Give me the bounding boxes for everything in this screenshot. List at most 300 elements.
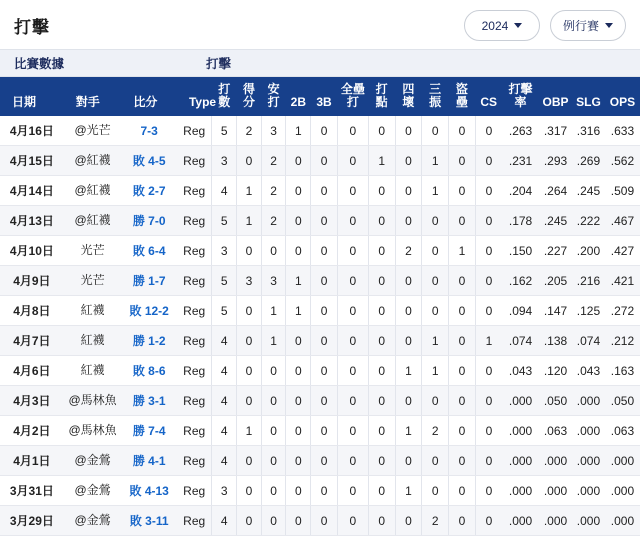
cell-ab: 5 [212,206,237,236]
cell-so: 1 [422,176,449,206]
cell-h: 0 [261,236,286,266]
cell-r: 0 [237,386,262,416]
cell-hr: 0 [337,506,368,536]
cell-rbi: 0 [368,506,395,536]
cell-cs: 0 [475,446,502,476]
col-score[interactable]: 比分 [121,77,177,116]
section-subheader [0,49,640,77]
cell-slg: .000 [572,476,605,506]
score-link[interactable]: 勝 7-0 [132,214,166,229]
cell-r: 0 [237,296,262,326]
cell-rbi: 0 [368,476,395,506]
table-header-row [0,77,640,116]
cell-2b: 0 [286,416,311,446]
cell-so: 0 [422,116,449,146]
cell-so: 0 [422,386,449,416]
cell-date: 3月31日 [0,476,64,506]
cell-3b: 0 [311,326,338,356]
cell-avg: .150 [502,236,539,266]
score-link[interactable]: 敗 4-13 [129,484,169,499]
cell-r: 0 [237,446,262,476]
cell-opponent[interactable]: 紅襪 [64,326,122,356]
cell-cs: 0 [475,416,502,446]
cell-slg: .222 [572,206,605,236]
cell-score[interactable] [121,116,177,146]
col-strikeouts[interactable]: 三振 [422,77,449,116]
cell-bb: 0 [395,206,422,236]
cell-score[interactable] [121,356,177,386]
cell-avg: .178 [502,206,539,236]
col-batting-average[interactable]: 打擊率 [502,77,539,116]
page-title: 打擊 [14,18,50,37]
cell-2b: 0 [286,386,311,416]
cell-hr: 0 [337,176,368,206]
cell-score[interactable] [121,176,177,206]
cell-h: 0 [261,386,286,416]
cell-opponent[interactable]: 紅襪 [64,296,122,326]
cell-avg: .094 [502,296,539,326]
cell-rbi: 0 [368,206,395,236]
cell-bb: 0 [395,176,422,206]
cell-slg: .269 [572,146,605,176]
table-row[interactable] [0,476,640,506]
cell-date: 4月3日 [0,386,64,416]
cell-2b: 0 [286,176,311,206]
cell-date: 4月10日 [0,236,64,266]
cell-sb: 0 [449,206,476,236]
cell-r: 1 [237,206,262,236]
cell-cs: 0 [475,236,502,266]
cell-opponent[interactable]: @光芒 [64,116,122,146]
cell-score[interactable] [121,326,177,356]
col-hits[interactable]: 安打 [261,77,286,116]
cell-opponent[interactable]: 光芒 [64,236,122,266]
cell-date: 4月2日 [0,416,64,446]
cell-bb: 0 [395,326,422,356]
cell-avg: .043 [502,356,539,386]
table-row[interactable] [0,176,640,206]
cell-type: Reg [177,266,212,296]
cell-cs: 0 [475,386,502,416]
cell-rbi: 0 [368,326,395,356]
table-row[interactable] [0,206,640,236]
cell-sb: 0 [449,476,476,506]
cell-r: 2 [237,116,262,146]
cell-cs: 0 [475,506,502,536]
cell-cs: 0 [475,356,502,386]
cell-sb: 0 [449,416,476,446]
cell-ops: .000 [605,506,640,536]
col-rbi[interactable]: 打點 [368,77,395,116]
cell-score[interactable] [121,146,177,176]
cell-opponent[interactable]: @紅襪 [64,146,122,176]
cell-cs: 0 [475,116,502,146]
cell-3b: 0 [311,236,338,266]
cell-avg: .000 [502,416,539,446]
cell-ops: .163 [605,356,640,386]
cell-ab: 4 [212,506,237,536]
cell-so: 0 [422,446,449,476]
cell-date: 3月29日 [0,506,64,536]
cell-rbi: 0 [368,236,395,266]
cell-3b: 0 [311,356,338,386]
cell-ops: .562 [605,146,640,176]
score-link[interactable]: 敗 2-7 [132,184,166,199]
cell-sb: 0 [449,386,476,416]
cell-bb: 1 [395,356,422,386]
cell-ab: 4 [212,386,237,416]
score-link[interactable]: 勝 7-4 [132,424,166,439]
col-type[interactable]: Type [177,77,212,116]
col-obp[interactable]: OBP [539,77,572,116]
cell-date: 4月13日 [0,206,64,236]
cell-hr: 0 [337,326,368,356]
cell-3b: 0 [311,116,338,146]
cell-score[interactable] [121,416,177,446]
col-home-runs[interactable]: 全壘打 [337,77,368,116]
season-select-value: 2024 [481,18,509,33]
cell-slg: .000 [572,506,605,536]
cell-r: 1 [237,176,262,206]
cell-rbi: 0 [368,296,395,326]
cell-ab: 4 [212,326,237,356]
cell-score[interactable] [121,296,177,326]
cell-ab: 3 [212,476,237,506]
cell-bb: 0 [395,386,422,416]
cell-date: 4月15日 [0,146,64,176]
cell-cs: 0 [475,206,502,236]
cell-avg: .000 [502,386,539,416]
cell-hr: 0 [337,416,368,446]
col-stolen-bases[interactable]: 盜壘 [449,77,476,116]
cell-2b: 0 [286,146,311,176]
cell-h: 0 [261,446,286,476]
cell-avg: .204 [502,176,539,206]
table-row[interactable] [0,236,640,266]
subheader-right-label: 打擊 [206,57,232,71]
col-date[interactable]: 日期 [0,77,64,116]
cell-so: 0 [422,476,449,506]
cell-bb: 0 [395,116,422,146]
cell-bb: 0 [395,266,422,296]
cell-sb: 0 [449,326,476,356]
cell-so: 0 [422,296,449,326]
table-row[interactable] [0,296,640,326]
cell-slg: .000 [572,446,605,476]
cell-3b: 0 [311,146,338,176]
cell-opponent[interactable]: @金鶯 [64,446,122,476]
cell-2b: 0 [286,236,311,266]
cell-score[interactable] [121,446,177,476]
cell-hr: 0 [337,446,368,476]
table-header [0,77,640,116]
cell-3b: 0 [311,416,338,446]
cell-r: 0 [237,326,262,356]
cell-obp: .205 [539,266,572,296]
cell-3b: 0 [311,476,338,506]
score-link[interactable]: 勝 1-2 [132,334,166,349]
cell-type: Reg [177,176,212,206]
cell-rbi: 0 [368,446,395,476]
cell-score[interactable] [121,386,177,416]
cell-date: 4月1日 [0,446,64,476]
cell-score[interactable] [121,236,177,266]
col-triples[interactable]: 3B [311,77,338,116]
cell-so: 0 [422,206,449,236]
cell-ab: 4 [212,446,237,476]
cell-h: 2 [261,146,286,176]
cell-2b: 0 [286,476,311,506]
table-row[interactable] [0,506,640,536]
cell-3b: 0 [311,176,338,206]
cell-sb: 0 [449,296,476,326]
cell-ops: .509 [605,176,640,206]
table-row[interactable] [0,326,640,356]
cell-cs: 0 [475,266,502,296]
cell-r: 0 [237,356,262,386]
cell-2b: 0 [286,446,311,476]
cell-sb: 0 [449,176,476,206]
cell-hr: 0 [337,266,368,296]
cell-slg: .200 [572,236,605,266]
cell-rbi: 1 [368,146,395,176]
cell-h: 1 [261,326,286,356]
table-row[interactable] [0,356,640,386]
cell-r: 1 [237,416,262,446]
cell-ab: 5 [212,296,237,326]
cell-h: 3 [261,266,286,296]
cell-hr: 0 [337,146,368,176]
cell-obp: .245 [539,206,572,236]
cell-3b: 0 [311,266,338,296]
col-runs[interactable]: 得分 [237,77,262,116]
cell-opponent[interactable]: @紅襪 [64,206,122,236]
cell-obp: .000 [539,476,572,506]
cell-2b: 1 [286,116,311,146]
cell-cs: 0 [475,476,502,506]
cell-type: Reg [177,446,212,476]
cell-h: 3 [261,116,286,146]
cell-so: 1 [422,326,449,356]
cell-cs: 1 [475,326,502,356]
cell-date: 4月7日 [0,326,64,356]
col-opponent[interactable]: 對手 [64,77,122,116]
cell-cs: 0 [475,146,502,176]
cell-obp: .000 [539,446,572,476]
cell-ab: 5 [212,266,237,296]
score-link[interactable]: 敗 6-4 [132,244,166,259]
table-row[interactable] [0,146,640,176]
cell-2b: 1 [286,296,311,326]
cell-hr: 0 [337,296,368,326]
cell-opponent[interactable]: @金鶯 [64,506,122,536]
cell-slg: .000 [572,416,605,446]
cell-rbi: 0 [368,266,395,296]
table-row[interactable] [0,416,640,446]
cell-so: 2 [422,506,449,536]
cell-hr: 0 [337,476,368,506]
cell-avg: .231 [502,146,539,176]
cell-opponent[interactable]: @馬林魚 [64,416,122,446]
cell-avg: .074 [502,326,539,356]
cell-h: 0 [261,506,286,536]
cell-bb: 0 [395,296,422,326]
score-link[interactable]: 敗 4-5 [132,154,166,169]
cell-slg: .043 [572,356,605,386]
score-link[interactable]: 勝 3-1 [132,394,166,409]
cell-slg: .125 [572,296,605,326]
score-link[interactable]: 敗 8-6 [132,364,166,379]
cell-rbi: 0 [368,356,395,386]
cell-type: Reg [177,386,212,416]
cell-h: 1 [261,296,286,326]
cell-avg: .000 [502,446,539,476]
cell-type: Reg [177,296,212,326]
cell-sb: 0 [449,356,476,386]
cell-avg: .000 [502,476,539,506]
cell-obp: .227 [539,236,572,266]
cell-ops: .000 [605,446,640,476]
cell-avg: .263 [502,116,539,146]
col-slg[interactable]: SLG [572,77,605,116]
cell-date: 4月16日 [0,116,64,146]
score-link[interactable]: 敗 3-11 [129,514,169,529]
cell-ops: .633 [605,116,640,146]
cell-obp: .050 [539,386,572,416]
score-link[interactable]: 7-3 [140,123,158,138]
cell-type: Reg [177,206,212,236]
subheader-left-label: 比賽數據 [14,57,65,71]
cell-date: 4月14日 [0,176,64,206]
cell-slg: .000 [572,386,605,416]
cell-type: Reg [177,416,212,446]
cell-h: 2 [261,176,286,206]
cell-so: 1 [422,356,449,386]
score-link[interactable]: 勝 1-7 [132,274,166,289]
cell-bb: 0 [395,506,422,536]
col-at-bats[interactable]: 打數 [212,77,237,116]
cell-hr: 0 [337,356,368,386]
table-row[interactable] [0,266,640,296]
score-link[interactable]: 敗 12-2 [129,304,169,319]
cell-2b: 0 [286,506,311,536]
cell-r: 0 [237,236,262,266]
cell-cs: 0 [475,296,502,326]
cell-slg: .316 [572,116,605,146]
cell-r: 0 [237,146,262,176]
col-caught-stealing[interactable]: CS [475,77,502,116]
cell-type: Reg [177,146,212,176]
cell-rbi: 0 [368,176,395,206]
season-select[interactable] [464,10,540,41]
col-ops[interactable]: OPS [605,77,640,116]
cell-type: Reg [177,326,212,356]
cell-date: 4月6日 [0,356,64,386]
page-header [0,0,640,49]
cell-3b: 0 [311,446,338,476]
cell-so: 1 [422,146,449,176]
filter-controls [464,10,626,41]
cell-3b: 0 [311,296,338,326]
cell-opponent[interactable]: 紅襪 [64,356,122,386]
cell-type: Reg [177,116,212,146]
col-doubles[interactable]: 2B [286,77,311,116]
cell-ab: 3 [212,236,237,266]
cell-sb: 1 [449,236,476,266]
cell-score[interactable] [121,206,177,236]
cell-obp: .138 [539,326,572,356]
cell-h: 0 [261,476,286,506]
cell-ops: .212 [605,326,640,356]
cell-obp: .147 [539,296,572,326]
cell-opponent[interactable]: 光芒 [64,266,122,296]
table-row[interactable] [0,386,640,416]
cell-score[interactable] [121,506,177,536]
table-body [0,116,640,536]
cell-3b: 0 [311,206,338,236]
cell-2b: 0 [286,356,311,386]
cell-ops: .063 [605,416,640,446]
cell-obp: .063 [539,416,572,446]
cell-r: 0 [237,476,262,506]
chevron-down-icon [514,23,522,28]
cell-score[interactable] [121,476,177,506]
cell-hr: 0 [337,206,368,236]
cell-hr: 0 [337,116,368,146]
cell-so: 0 [422,266,449,296]
cell-ab: 4 [212,356,237,386]
cell-ab: 4 [212,416,237,446]
game-type-select[interactable] [550,10,626,41]
cell-obp: .120 [539,356,572,386]
cell-type: Reg [177,506,212,536]
cell-opponent[interactable]: @金鶯 [64,476,122,506]
col-walks[interactable]: 四壞 [395,77,422,116]
cell-rbi: 0 [368,116,395,146]
cell-h: 2 [261,206,286,236]
cell-avg: .000 [502,506,539,536]
score-link[interactable]: 勝 4-1 [132,454,166,469]
cell-opponent[interactable]: @馬林魚 [64,386,122,416]
cell-slg: .245 [572,176,605,206]
cell-bb: 1 [395,416,422,446]
cell-sb: 0 [449,116,476,146]
cell-r: 3 [237,266,262,296]
cell-avg: .162 [502,266,539,296]
cell-obp: .293 [539,146,572,176]
cell-2b: 0 [286,206,311,236]
cell-date: 4月8日 [0,296,64,326]
table-row[interactable] [0,446,640,476]
cell-2b: 0 [286,326,311,356]
cell-slg: .074 [572,326,605,356]
cell-slg: .216 [572,266,605,296]
table-row[interactable] [0,116,640,146]
cell-r: 0 [237,506,262,536]
cell-rbi: 0 [368,416,395,446]
cell-sb: 0 [449,266,476,296]
cell-obp: .317 [539,116,572,146]
cell-opponent[interactable]: @紅襪 [64,176,122,206]
cell-date: 4月9日 [0,266,64,296]
cell-ops: .421 [605,266,640,296]
cell-sb: 0 [449,446,476,476]
cell-bb: 0 [395,446,422,476]
cell-cs: 0 [475,176,502,206]
cell-h: 0 [261,356,286,386]
cell-score[interactable] [121,266,177,296]
cell-rbi: 0 [368,386,395,416]
